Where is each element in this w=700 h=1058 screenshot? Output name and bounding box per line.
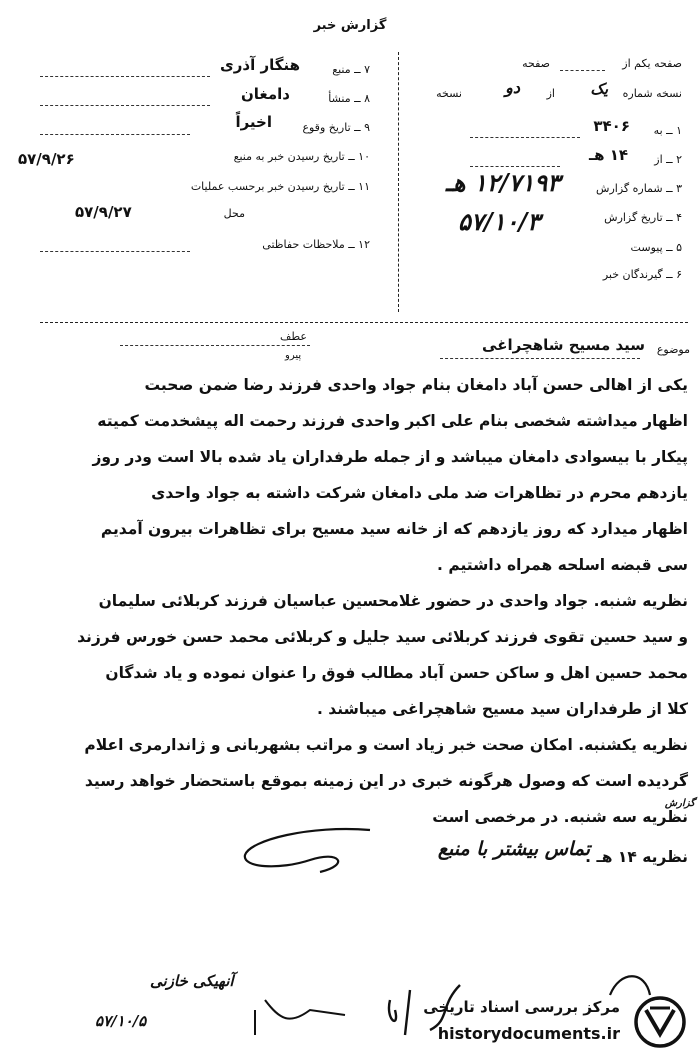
body-line: یکی از اهالی حسن آباد دامغان بنام جواد واحدی فرزند رضا ضمن صحبت bbox=[144, 376, 688, 394]
body-line: یازدهم محرم در تظاهرات ضد ملی دامغان شرکت داشته به جواد واحدی bbox=[151, 484, 688, 502]
field-10-value: ۵۷/۹/۲۶ bbox=[18, 150, 75, 168]
field-2-label: ۲ ــ از bbox=[654, 153, 682, 166]
follow-label: پیرو bbox=[285, 350, 302, 361]
body-line: نظریه ۱۴ هـ . bbox=[585, 848, 688, 866]
field-4-label: ۴ ــ تاریخ گزارش bbox=[604, 211, 682, 224]
field-5-label: ۵ ــ پیوست bbox=[630, 241, 682, 254]
body-line: محمد حسین اهل و ساکن حسن آباد مطالب فوق را عنوان نموده و یاد شدگان bbox=[105, 664, 688, 682]
field-9-label: ۹ ــ تاریخ وقوع bbox=[302, 121, 370, 134]
field-1-label: ۱ ــ به bbox=[653, 124, 682, 137]
copy-suffix: نسخه bbox=[436, 87, 462, 100]
body-line: گردیده است که وصول هرگونه خبری در این زمینه بموقع باستحضار خواهد رسید bbox=[84, 772, 688, 790]
header-bottom-divider bbox=[40, 322, 688, 323]
subject-value: سید مسیح شاهچراغی bbox=[482, 336, 645, 354]
field-3-value-handwritten: ۱۲/۷۱۹۳ هـ bbox=[445, 168, 560, 197]
field-4-value-handwritten: ۵۷/۱۰/۳ bbox=[458, 207, 540, 236]
header-divider bbox=[398, 52, 399, 312]
field-1-value: ۳۴۰۶ bbox=[593, 117, 630, 135]
field-3-label: ۳ ــ شماره گزارش bbox=[596, 182, 682, 195]
body-line: نظریه سه شنبه. در مرخصی است bbox=[432, 808, 688, 826]
body-line: کلا از طرفداران سید مسیح شاهچراغی میباشند . bbox=[317, 700, 688, 718]
copy-of: از bbox=[546, 87, 555, 100]
watermark-url: historydocuments.ir bbox=[437, 1024, 620, 1043]
document-title: گزارش خبر bbox=[313, 18, 387, 33]
page-suffix: صفحه bbox=[522, 57, 550, 70]
copy-total-handwritten: دو bbox=[505, 78, 520, 97]
body-line: پیکار با بیسوادی دامغان میباشد و از جمله طرفداران یاد شده بالا است ودر روز bbox=[92, 448, 688, 466]
body-line: اظهار میداشته شخصی بنام علی اکبر واحدی فرزند رحمت اله پیشخدمت کمیته bbox=[97, 412, 688, 430]
field-11-value: ۵۷/۹/۲۷ bbox=[75, 203, 132, 221]
signature-left-name: آنهیکی خازنی bbox=[150, 972, 234, 990]
field-12-label: ۱۲ ــ ملاحظات حفاظتی bbox=[262, 238, 370, 251]
body-line: و سید حسین تقوی فرزند کربلائی سید جلیل و کربلائی محمد حسن خورس فرزند bbox=[77, 628, 688, 646]
body-line: نظریه شنبه. جواد واحدی در حضور غلامحسین عباسیان فرزند کربلائی سلیمان bbox=[98, 592, 688, 610]
archive-logo-icon bbox=[630, 994, 690, 1050]
body-line: اظهار میدارد که روز یازدهم که از خانه سید مسیح برای تظاهرات بیرون آمدیم bbox=[100, 520, 688, 538]
body-line: نظریه یکشنبه. امکان صحت خبر زیاد است و مراتب بشهربانی و ژاندارمری اعلام bbox=[84, 736, 688, 754]
signature-scribble-icon bbox=[230, 820, 380, 880]
field-7-label: ۷ ــ منبع bbox=[332, 63, 370, 76]
field-11-place-label: محل bbox=[223, 207, 245, 220]
field-2-value: ۱۴ هـ bbox=[588, 146, 628, 164]
field-9-value: اخیراً bbox=[235, 113, 272, 131]
field-11-label: ۱۱ ــ تاریخ رسیدن خبر برحسب عملیات bbox=[190, 180, 370, 193]
copy-number-handwritten: یک bbox=[590, 80, 608, 98]
copy-label: نسخه شماره bbox=[622, 87, 682, 100]
subject-label: موضوع bbox=[656, 343, 690, 356]
field-7-value: هنگار آذری bbox=[220, 56, 300, 74]
field-10-label: ۱۰ ــ تاریخ رسیدن خبر به منبع bbox=[233, 150, 370, 163]
field-8-value: دامغان bbox=[240, 85, 290, 103]
signature-left-date: ۵۷/۱۰/۵ bbox=[95, 1012, 147, 1030]
field-6-label: ۶ ــ گیرندگان خبر bbox=[602, 268, 682, 281]
reference-label: عطف bbox=[280, 330, 307, 343]
signature-middle-icon bbox=[250, 990, 350, 1040]
field-8-label: ۸ ــ منشأ bbox=[328, 92, 370, 105]
watermark-title: مرکز بررسی اسناد تاریخی bbox=[423, 998, 620, 1016]
handwritten-opinion-14: تماس بیشتر با منبع bbox=[437, 838, 590, 860]
body-line: سی قبضه اسلحه همراه داشتیم . bbox=[437, 556, 688, 574]
page-label: صفحه یکم از bbox=[622, 57, 682, 70]
handwritten-insert: گزارش bbox=[664, 798, 695, 809]
